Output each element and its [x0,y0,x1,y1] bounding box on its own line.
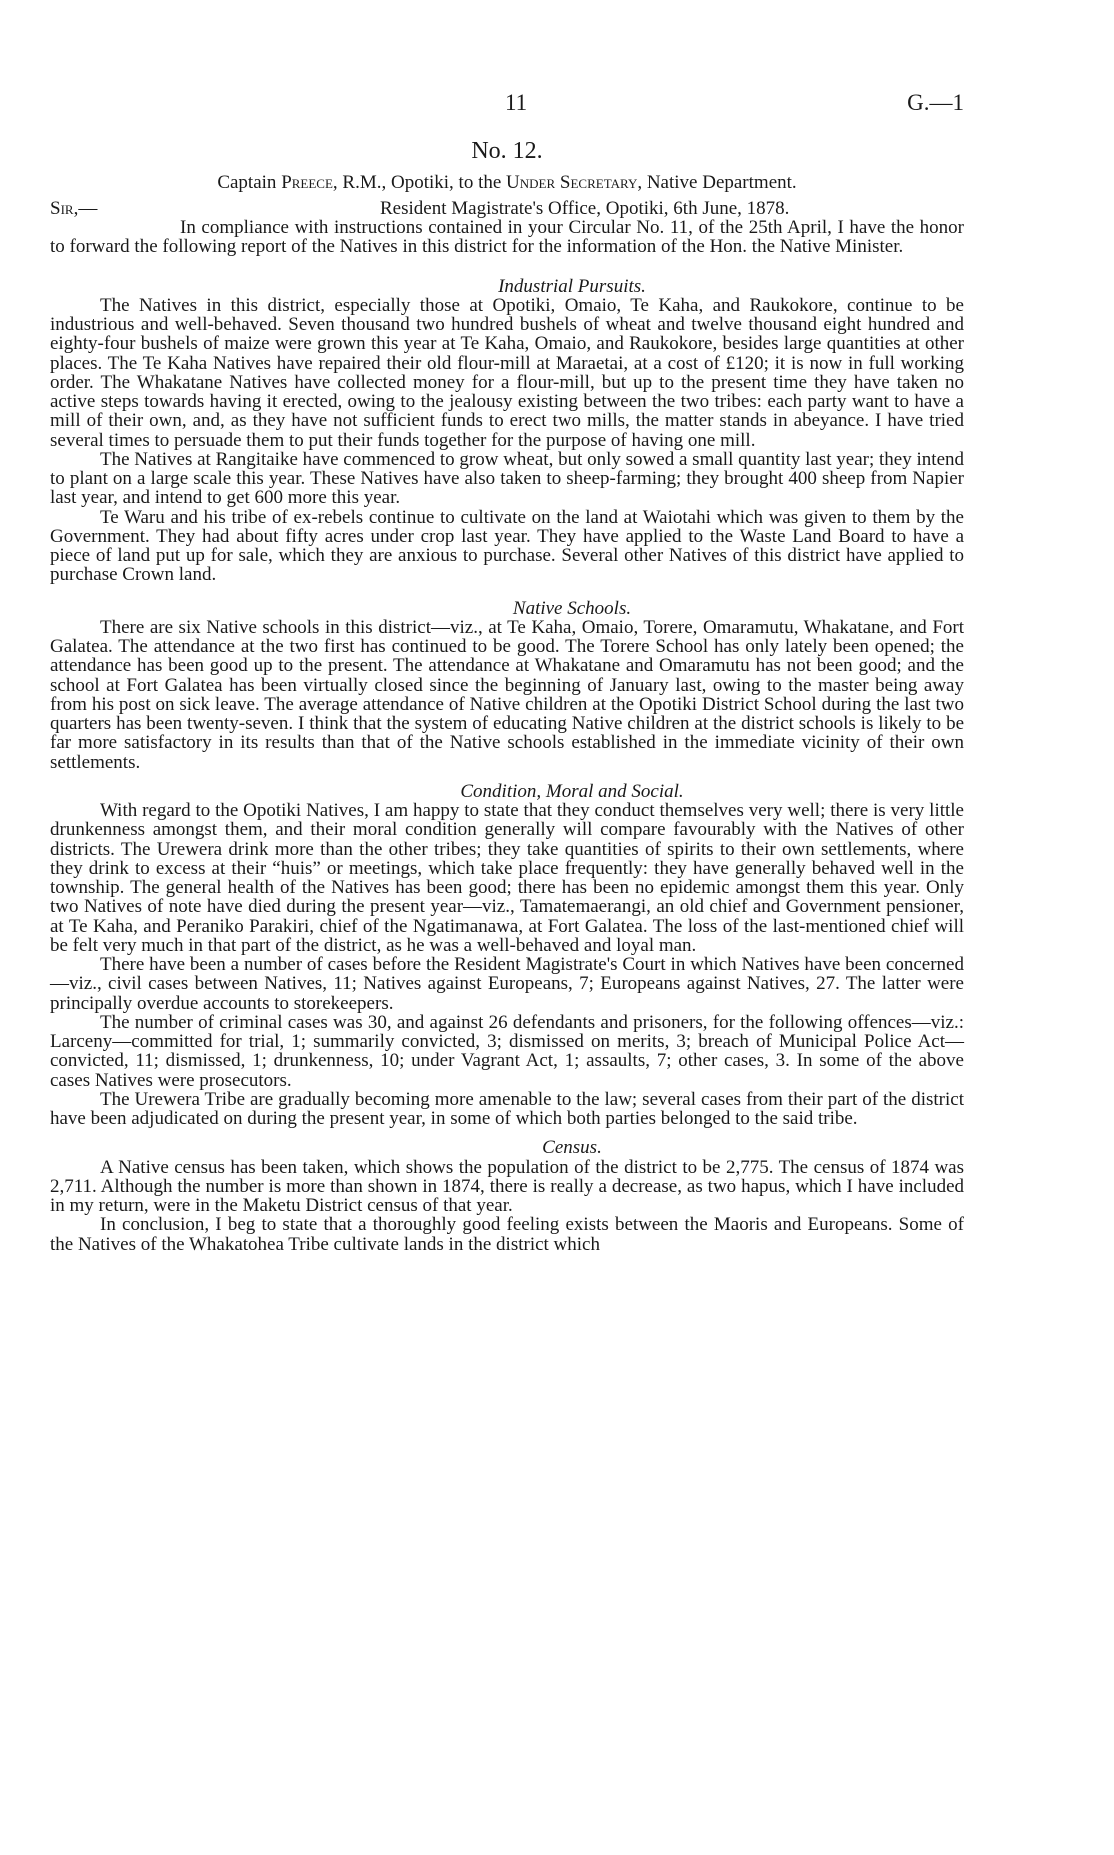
document-number: No. 12. [471,138,543,164]
heading-industrial: Industrial Pursuits. [498,275,646,297]
paragraph: The number of criminal cases was 30, and against 26 defendants and prisoners, for the following offences—viz.: Larceny—committed for trial, 1; summarily convicted, 3; dismissed on merits, 3; breach of Municipal Police Act—convicted, 11; dismissed, 1; drunkenness, 10; under Vagrant Act, 1; assaults, 7; other cases, 3. In some of the above cases Natives were prosecutors. [50,1011,964,1091]
paragraph: With regard to the Opotiki Natives, I am happy to state that they conduct themselves very well; there is very little drunkenness amongst them, and their moral condition generally will compare favourably with the Natives of other districts. The Urewera drink more than the other tribes; they take quantities of spirits to their own settlements, where they drink to excess at their “huis” or meetings, which take place frequently: they have generally behaved well in the township. The general health of the Natives has been good; there has been no epidemic amongst them this year. Only two Natives of note have died during the present year—viz., Tamatemaerangi, an old chief and Government pensioner, at Te Kaha, and Peraniko Parakiri, chief of the Ngatimanawa, at Fort Galatea. The loss of the last-mentioned chief will be felt very much in that part of the district, as he was a well-behaved and loyal man. [50,800,964,956]
office-line: Resident Magistrate's Office, Opotiki, 6th June, 1878. [380,198,790,219]
salutation: Sir,— [50,198,98,219]
document-page [50,0,964,1855]
address-from: Captain [217,172,277,193]
letter-body [50,218,964,1254]
paragraph: There are six Native schools in this district—viz., at Te Kaha, Omaio, Torere, Omaramutu, Whakatane, and Fort Galatea. The attendance at the two first has continued to be good. The Torere School has only lately been opened; the attendance has been good up to the present. The attendance at Whakatane and Omaramutu has not been good; and the school at Fort Galatea has been virtually closed since the beginning of January last, owing to the master being away from his post on sick leave. The average attendance of Native children at the Opotiki District School during the last two quarters has been twenty-seven. I think that the system of educating Native children at the district schools is likely to be far more satisfactory in its results than that of the Native schools established in the immediate vicinity of their own settlements. [50,616,964,773]
paragraph: In conclusion, I beg to state that a thoroughly good feeling exists between the Maoris and Europeans. Some of the Natives of the Whakatohea Tribe cultivate lands in the district which [50,1214,964,1255]
document-code: G.—1 [907,90,964,115]
address-mid: , R.M., Opotiki, to the [332,172,502,193]
heading-condition: Condition, Moral and Social. [460,780,684,802]
address-to: Under Secretary [506,172,638,193]
paragraph: The Natives in this district, especially those at Opotiki, Omaio, Te Kaha, and Raukokore, continue to be industrious and well-behaved. Seven thousand two hundred bushels of wheat and twelve thousand eight hundred and eighty-four bushels of maize were grown this year at Te Kaha, Omaio, and Raukokore, besides large quantities at other places. The Te Kaha Natives have repaired their old flour-mill at Maraetai, at a cost of £120; it is now in full working order. The Whakatane Natives have collected money for a flour-mill, but up to the present time they have taken no active steps towards having it erected, owing to the jealousy existing between the two tribes: each party want to have a mill of their own, and, as they have not sufficient funds to erect two mills, the matter stands in abeyance. I have tried several times to persuade them to put their funds together for the purpose of having one mill. [50,294,964,451]
address-line [50,172,964,194]
paragraph: The Natives at Rangitaike have commenced to grow wheat, but only sowed a small quantity last year; they intend to plant on a large scale this year. These Natives have also taken to sheep-farming; they brought 400 sheep from Napier last year, and intend to get 600 more this year. [50,448,964,509]
heading-census: Census. [542,1137,602,1159]
page-number: 11 [505,90,528,115]
heading-schools: Native Schools. [512,597,632,619]
paragraph: There have been a number of cases before the Resident Magistrate's Court in which Natives have been concerned—viz., civil cases between Natives, 11; Natives against Europeans, 7; Europeans against Natives, 27. The latter were principally overdue accounts to storekeepers. [50,954,964,1014]
address-end: , Native Department. [637,172,797,193]
intro-paragraph: In compliance with instructions contained in your Circular No. 11, of the 25th April, I have the honor to forward the following report of the Natives in this district for the information of the Hon. the Native Minister. [50,217,964,258]
paragraph: A Native census has been taken, which shows the population of the district to be 2,775. The census of 1874 was 2,711. Although the number is more than shown in 1874, there is really a decrease, as two hapus, which I have included in my return, were in the Maketu District census of that year. [50,1156,964,1216]
paragraph: Te Waru and his tribe of ex-rebels continue to cultivate on the land at Waiotahi which was given to them by the Government. They had about fifty acres under crop last year. They have applied to the Waste Land Board to have a piece of land put up for sale, which they are anxious to purchase. Several other Natives of this district have applied to purchase Crown land. [50,506,964,586]
paragraph: The Urewera Tribe are gradually becoming more amenable to the law; several cases from their part of the district have been adjudicated on during the present year, in some of which both parties belonged to the said tribe. [50,1088,964,1129]
address-name: Preece [281,172,333,193]
